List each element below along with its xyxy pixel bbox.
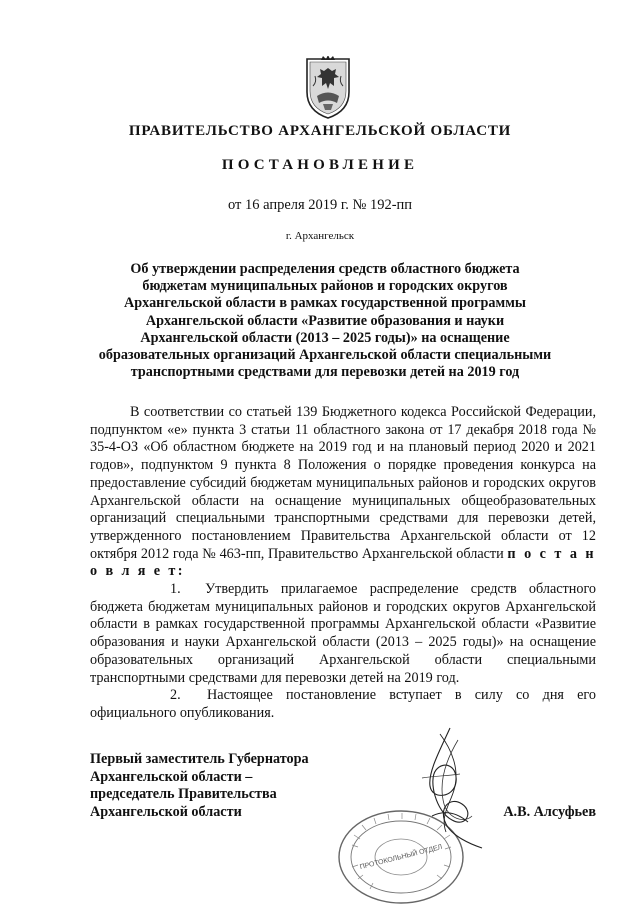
subject-line: Архангельской области «Развитие образования и науки [145, 312, 505, 329]
signatory-title-line: председатель Правительства [90, 786, 277, 803]
stamp-text: ПРОТОКОЛЬНЫЙ ОТДЕЛ [359, 843, 444, 872]
resolution-item [90, 687, 596, 722]
preamble-paragraph [90, 404, 596, 581]
document-city: г. Архангельск [285, 230, 355, 242]
signatory-title-line: Архангельской области – [90, 768, 253, 785]
document-subject [70, 261, 580, 381]
preamble-text: В соответствии со статьей 139 Бюджетного кодекса Российской Федерации, подпунктом «е» пункта 3 статьи 11 областного закона от 17 декабря 2018 года № 35-4-ОЗ «Об областном бюджете на 2019 год и на плановый период 2020 и 2021 годов», подпунктом 9 пункта 8 Положения о порядке проведения конкурса на предоставление субсидий бюджетам муниципальных районов и городских округов Архангельской области на оснащение муниципальных общеобразовательных организаций специальными транспортными средствами для перевозки детей, утвержденного постановлением Правительства Архангельской области от 12 октября 2012 года № 463-пп, Правительство Архангельской области [90, 404, 596, 562]
handwritten-signature-icon [410, 720, 490, 860]
subject-line: транспортными средствами для перевозки детей на 2019 год [130, 364, 520, 381]
coat-of-arms-icon [303, 56, 353, 120]
document-body [90, 404, 596, 723]
signatory-title-line: Первый заместитель Губернатора [90, 751, 309, 767]
government-title: ПРАВИТЕЛЬСТВО АРХАНГЕЛЬСКОЙ ОБЛАСТИ [128, 123, 512, 139]
subject-line: образовательных организаций Архангельской области специальными [98, 347, 552, 364]
subject-line: Архангельской области (2013 – 2025 годы)» на оснащение [140, 329, 510, 346]
signatory-title-line: Архангельской области [90, 803, 242, 820]
resolution-item [90, 581, 596, 687]
subject-line: бюджетам муниципальных районов и городских округов [142, 278, 508, 295]
signatory-title [90, 751, 350, 821]
document-date-number: от 16 апреля 2019 г. № 192-пп [227, 197, 413, 213]
item-number: 1. [170, 581, 181, 598]
item-number: 2. [170, 687, 181, 704]
item-text: Настоящее постановление вступает в силу со дня его официального опубликования. [90, 687, 596, 721]
subject-line: Об утверждении распределения средств областного бюджета [130, 261, 520, 277]
signatory-name: А.В. Алсуфьев [503, 804, 596, 820]
subject-line: Архангельской области в рамках государственной программы [124, 295, 526, 312]
decides-word: п о с т а н о в л я е т: [90, 545, 597, 580]
document-type: ПОСТАНОВЛЕНИЕ [221, 157, 419, 173]
item-text: Утвердить прилагаемое распределение средств областного бюджета бюджетам муниципальных районов и городских округов Архангельской области в рамках государственной программы Архангельской области «Развитие образования и науки Архангельской области (2013 – 2025 годы)» на оснащение образовательных организаций Архангельской области специальными транспортными средствами для перевозки детей на 2019 год. [90, 581, 596, 686]
